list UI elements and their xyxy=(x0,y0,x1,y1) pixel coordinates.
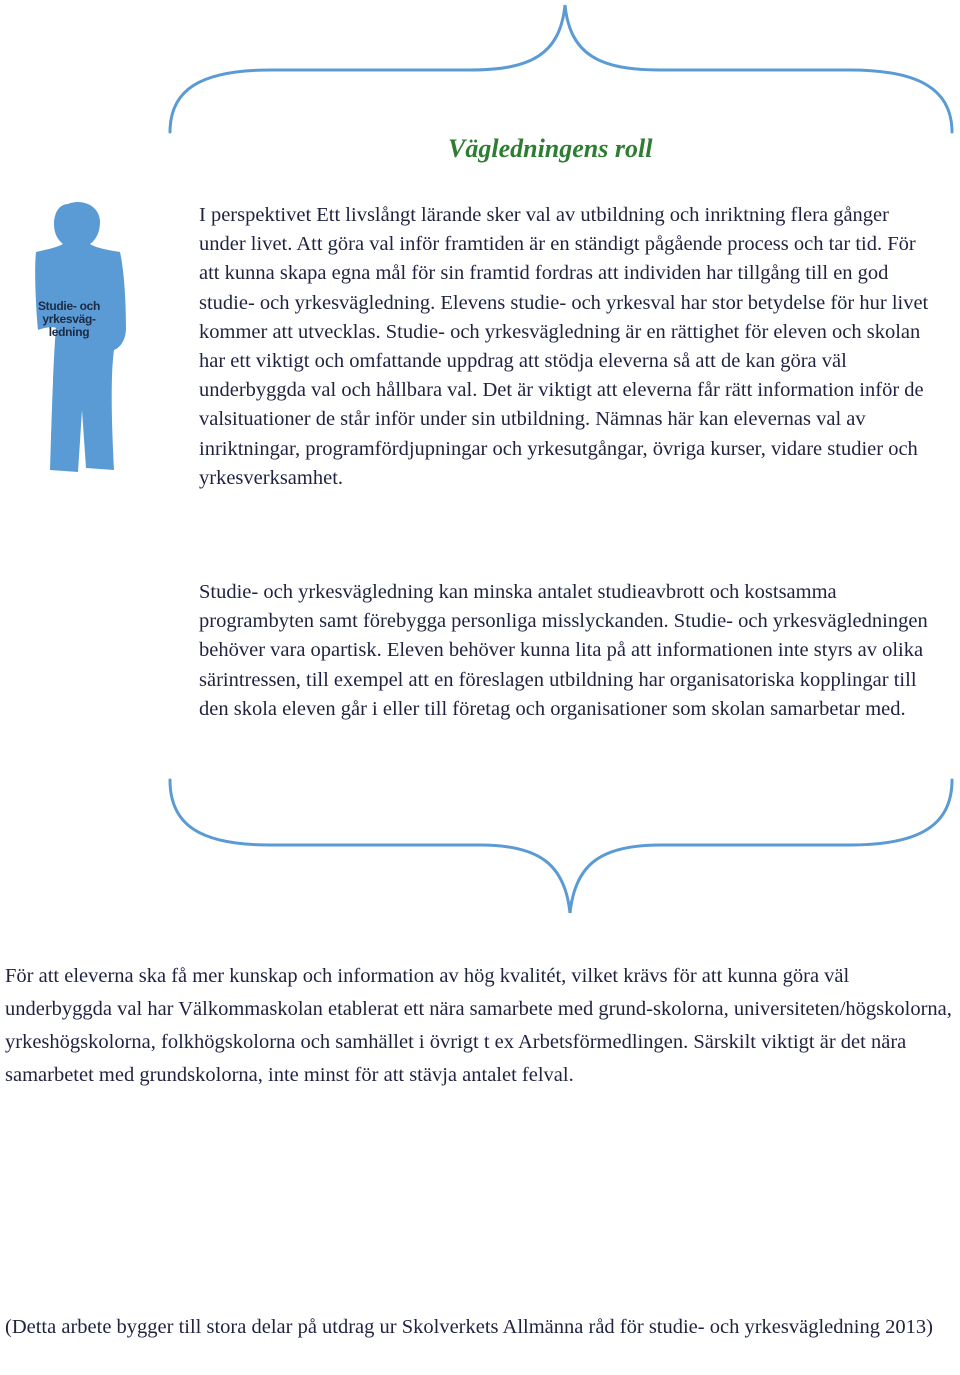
puzzle-figure-label xyxy=(33,300,105,339)
bottom-brace-decoration xyxy=(0,775,960,915)
top-brace-decoration xyxy=(0,0,960,140)
footer-paragraph: För att eleverna ska få mer kunskap och information av hög kvalitét, vilket krävs för att kunna göra väl underbyggda val har Välkommaskolan etablerat ett nära samarbete med grund-skolorna, universiteten/högskolorna, yrkeshögskolorna, folkhögskolorna och samhället i övrigt t ex Arbetsförmedlingen. Särskilt viktigt är det nära samarbetet med grundskolorna, inte minst för att stävja antalet felval. xyxy=(5,965,952,1086)
figure-label-line-3: ledning xyxy=(48,325,90,339)
section-title: Vägledningens roll xyxy=(448,134,653,163)
source-note: (Detta arbete bygger till stora delar på utdrag ur Skolverkets Allmänna råd för studie- och yrkesvägledning 2013) xyxy=(5,1316,933,1338)
body-paragraph-2: Studie- och yrkesvägledning kan minska antalet studieavbrott och kostsamma programbyten samt förebygga personliga misslyckanden. Studie- och yrkesvägledningen behöver vara opartisk. Eleven behöver kunna lita på att informationen inte styrs av olika särintressen, till exempel att en föreslagen utbildning har organisatoriska kopplingar till den skola eleven går i eller till företag och organisationer som skolan samarbetar med. xyxy=(199,581,928,720)
puzzle-person-icon xyxy=(30,200,130,480)
figure-label-line-1: Studie- och xyxy=(37,299,101,313)
body-paragraph-1: I perspektivet Ett livslångt lärande sker val av utbildning och inriktning flera gånger under livet. Att göra val inför framtiden är en ständigt pågående process och tar tid. För att kunna skapa egna mål för sin framtid fordras att individen har tillgång till en god studie- och yrkesvägledning. Elevens studie- och yrkesval har stor betydelse för hur livet kommer att utvecklas. Studie- och yrkesvägledning är en rättighet för eleven och skolan har ett viktigt och omfattande uppdrag att stödja eleverna så att de kan göra väl underbyggda val och hållbara val. Det är viktigt att eleverna får rätt information inför de valsituationer de står inför under sin utbildning. Nämnas här kan elevernas val av inriktningar, programfördjupningar och yrkesutgångar, övriga kurser, vidare studier och yrkesverksamhet. xyxy=(199,204,929,489)
figure-label-line-2: yrkesväg- xyxy=(42,312,96,326)
